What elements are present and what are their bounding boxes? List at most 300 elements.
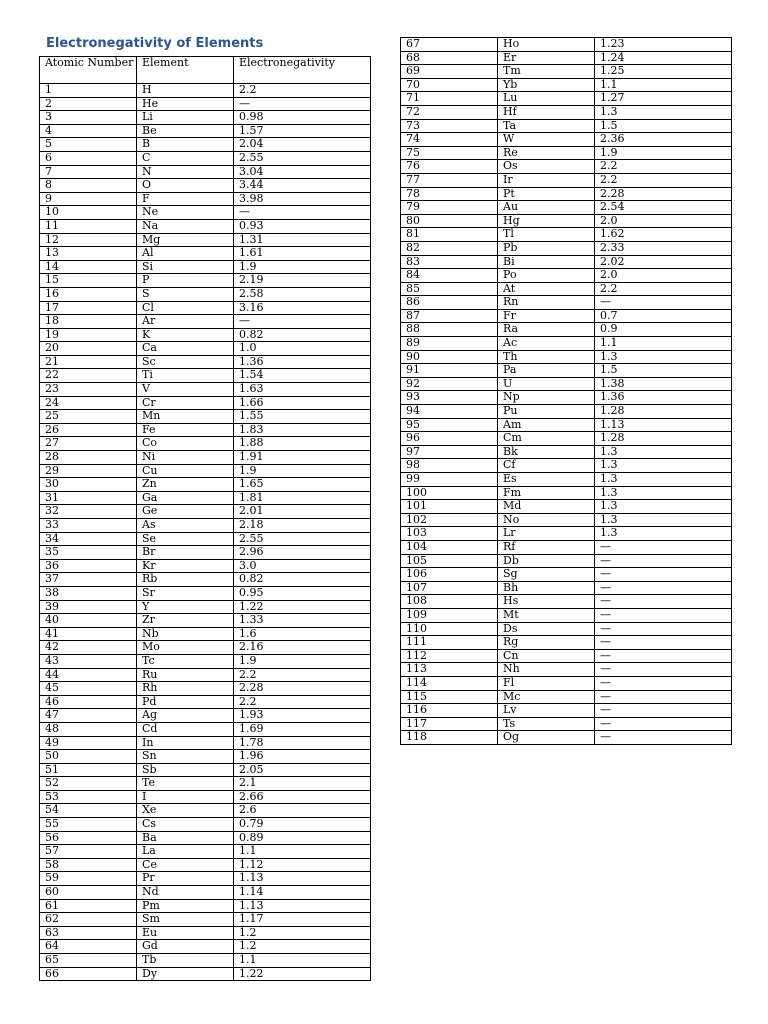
table-row	[40, 695, 371, 709]
cell-electronegativity: 1.3	[595, 105, 732, 119]
cell-element: Ag	[137, 709, 234, 723]
cell-electronegativity: 1.55	[234, 410, 371, 424]
table-row	[40, 423, 371, 437]
table-row	[40, 192, 371, 206]
cell-element: Md	[498, 500, 595, 514]
table-row	[40, 396, 371, 410]
cell-atomic-number: 29	[40, 464, 137, 478]
cell-element: Tb	[137, 954, 234, 968]
cell-element: Li	[137, 111, 234, 125]
cell-element: Ni	[137, 451, 234, 465]
table-row	[401, 391, 732, 405]
cell-atomic-number: 79	[401, 201, 498, 215]
cell-atomic-number: 118	[401, 731, 498, 745]
cell-electronegativity: 1.33	[234, 614, 371, 628]
cell-electronegativity: 1.9	[234, 654, 371, 668]
cell-atomic-number: 106	[401, 568, 498, 582]
cell-electronegativity: 1.38	[595, 377, 732, 391]
cell-element: Rf	[498, 540, 595, 554]
cell-electronegativity: 2.01	[234, 505, 371, 519]
cell-element: Np	[498, 391, 595, 405]
cell-electronegativity: —	[234, 97, 371, 111]
cell-element: Sr	[137, 586, 234, 600]
cell-element: V	[137, 383, 234, 397]
table-row	[40, 586, 371, 600]
cell-atomic-number: 7	[40, 165, 137, 179]
cell-element: Es	[498, 473, 595, 487]
table-row	[40, 165, 371, 179]
cell-element: Kr	[137, 559, 234, 573]
table-row	[401, 309, 732, 323]
cell-atomic-number: 68	[401, 51, 498, 65]
cell-atomic-number: 95	[401, 418, 498, 432]
cell-electronegativity: 3.98	[234, 192, 371, 206]
cell-electronegativity: 1.3	[595, 473, 732, 487]
table-row	[40, 573, 371, 587]
table-row	[40, 954, 371, 968]
cell-atomic-number: 77	[401, 173, 498, 187]
cell-electronegativity: 1.0	[234, 342, 371, 356]
cell-atomic-number: 17	[40, 301, 137, 315]
cell-atomic-number: 45	[40, 682, 137, 696]
cell-atomic-number: 27	[40, 437, 137, 451]
cell-atomic-number: 92	[401, 377, 498, 391]
cell-electronegativity: 1.31	[234, 233, 371, 247]
table-row	[401, 649, 732, 663]
cell-element: S	[137, 287, 234, 301]
table-row	[40, 831, 371, 845]
cell-electronegativity: 0.82	[234, 573, 371, 587]
cell-atomic-number: 47	[40, 709, 137, 723]
cell-atomic-number: 21	[40, 355, 137, 369]
table-row	[401, 228, 732, 242]
cell-atomic-number: 18	[40, 315, 137, 329]
cell-atomic-number: 31	[40, 491, 137, 505]
cell-electronegativity: —	[595, 649, 732, 663]
cell-electronegativity: 1.93	[234, 709, 371, 723]
cell-atomic-number: 94	[401, 405, 498, 419]
table-row	[40, 206, 371, 220]
cell-electronegativity: 1.3	[595, 500, 732, 514]
cell-element: Mc	[498, 690, 595, 704]
cell-element: Dy	[137, 967, 234, 981]
cell-atomic-number: 63	[40, 926, 137, 940]
table-row	[40, 233, 371, 247]
table-row	[40, 722, 371, 736]
cell-atomic-number: 46	[40, 695, 137, 709]
cell-element: Ba	[137, 831, 234, 845]
table-row	[40, 383, 371, 397]
table-row	[40, 491, 371, 505]
cell-electronegativity: 2.28	[595, 187, 732, 201]
table-row	[401, 676, 732, 690]
cell-element: Ho	[498, 38, 595, 52]
cell-element: Cd	[137, 722, 234, 736]
table-row	[40, 138, 371, 152]
cell-element: Db	[498, 554, 595, 568]
table-row	[40, 519, 371, 533]
cell-atomic-number: 112	[401, 649, 498, 663]
table-row	[401, 513, 732, 527]
cell-electronegativity: 2.36	[595, 133, 732, 147]
cell-element: No	[498, 513, 595, 527]
cell-atomic-number: 80	[401, 214, 498, 228]
table-row	[40, 179, 371, 193]
cell-element: Ac	[498, 337, 595, 351]
table-row	[40, 559, 371, 573]
cell-element: La	[137, 845, 234, 859]
cell-element: Au	[498, 201, 595, 215]
table-row	[401, 527, 732, 541]
table-row	[40, 505, 371, 519]
table-row	[40, 600, 371, 614]
cell-element: Bk	[498, 445, 595, 459]
cell-electronegativity: 2.05	[234, 763, 371, 777]
cell-electronegativity: 1.66	[234, 396, 371, 410]
table-row	[40, 750, 371, 764]
cell-atomic-number: 26	[40, 423, 137, 437]
cell-element: Bi	[498, 255, 595, 269]
table-row	[401, 418, 732, 432]
cell-element: U	[498, 377, 595, 391]
table-row	[401, 105, 732, 119]
table-row	[401, 663, 732, 677]
cell-electronegativity: 1.5	[595, 364, 732, 378]
cell-electronegativity: —	[595, 636, 732, 650]
cell-electronegativity: 1.28	[595, 405, 732, 419]
cell-electronegativity: 2.55	[234, 151, 371, 165]
table-row	[401, 608, 732, 622]
table-row	[401, 323, 732, 337]
header-row	[40, 57, 371, 84]
cell-atomic-number: 54	[40, 804, 137, 818]
cell-electronegativity: 1.3	[595, 513, 732, 527]
cell-electronegativity: 1.13	[234, 872, 371, 886]
cell-atomic-number: 71	[401, 92, 498, 106]
cell-atomic-number: 97	[401, 445, 498, 459]
table-row	[40, 247, 371, 261]
cell-element: Hs	[498, 595, 595, 609]
cell-atomic-number: 76	[401, 160, 498, 174]
cell-element: Fm	[498, 486, 595, 500]
cell-element: Pd	[137, 695, 234, 709]
cell-atomic-number: 87	[401, 309, 498, 323]
cell-electronegativity: 1.62	[595, 228, 732, 242]
cell-element: Am	[498, 418, 595, 432]
cell-electronegativity: 2.2	[234, 84, 371, 98]
table-row	[401, 296, 732, 310]
cell-electronegativity: 1.22	[234, 967, 371, 981]
table-row	[401, 146, 732, 160]
cell-electronegativity: 1.57	[234, 124, 371, 138]
cell-atomic-number: 73	[401, 119, 498, 133]
table-row	[40, 274, 371, 288]
cell-electronegativity: 1.36	[234, 355, 371, 369]
cell-electronegativity: 3.16	[234, 301, 371, 315]
table-row	[40, 315, 371, 329]
cell-atomic-number: 41	[40, 627, 137, 641]
cell-element: Th	[498, 350, 595, 364]
cell-electronegativity: 2.16	[234, 641, 371, 655]
cell-element: Bh	[498, 581, 595, 595]
table-row	[40, 790, 371, 804]
cell-atomic-number: 104	[401, 540, 498, 554]
cell-electronegativity: 2.02	[595, 255, 732, 269]
cell-atomic-number: 70	[401, 78, 498, 92]
cell-atomic-number: 44	[40, 668, 137, 682]
table-row	[401, 377, 732, 391]
cell-atomic-number: 59	[40, 872, 137, 886]
cell-atomic-number: 84	[401, 269, 498, 283]
cell-atomic-number: 66	[40, 967, 137, 981]
cell-atomic-number: 115	[401, 690, 498, 704]
page-title: Electronegativity of Elements	[46, 36, 264, 51]
cell-electronegativity: 1.9	[234, 464, 371, 478]
cell-atomic-number: 34	[40, 532, 137, 546]
cell-atomic-number: 32	[40, 505, 137, 519]
cell-element: Si	[137, 260, 234, 274]
cell-atomic-number: 86	[401, 296, 498, 310]
cell-element: Cr	[137, 396, 234, 410]
table-body-left	[40, 84, 371, 981]
table-row	[401, 636, 732, 650]
cell-atomic-number: 35	[40, 546, 137, 560]
table-row	[401, 581, 732, 595]
table-row	[40, 872, 371, 886]
cell-atomic-number: 39	[40, 600, 137, 614]
cell-atomic-number: 56	[40, 831, 137, 845]
cell-atomic-number: 60	[40, 886, 137, 900]
cell-electronegativity: —	[595, 704, 732, 718]
cell-atomic-number: 58	[40, 858, 137, 872]
cell-atomic-number: 90	[401, 350, 498, 364]
cell-element: Gd	[137, 940, 234, 954]
cell-atomic-number: 40	[40, 614, 137, 628]
table-row	[401, 432, 732, 446]
cell-atomic-number: 22	[40, 369, 137, 383]
cell-element: Co	[137, 437, 234, 451]
cell-atomic-number: 81	[401, 228, 498, 242]
cell-element: Fe	[137, 423, 234, 437]
cell-atomic-number: 9	[40, 192, 137, 206]
cell-electronegativity: 1.96	[234, 750, 371, 764]
table-row	[40, 940, 371, 954]
cell-atomic-number: 99	[401, 473, 498, 487]
cell-atomic-number: 15	[40, 274, 137, 288]
cell-element: Mt	[498, 608, 595, 622]
cell-electronegativity: 2.0	[595, 269, 732, 283]
table-row	[40, 709, 371, 723]
cell-element: Cn	[498, 649, 595, 663]
cell-atomic-number: 16	[40, 287, 137, 301]
cell-electronegativity: 1.1	[234, 954, 371, 968]
header-electronegativity: Electronegativity	[234, 57, 371, 84]
cell-element: Br	[137, 546, 234, 560]
cell-electronegativity: —	[595, 717, 732, 731]
cell-atomic-number: 24	[40, 396, 137, 410]
cell-electronegativity: 1.3	[595, 459, 732, 473]
table-row	[40, 654, 371, 668]
cell-atomic-number: 48	[40, 722, 137, 736]
table-row	[401, 731, 732, 745]
cell-atomic-number: 43	[40, 654, 137, 668]
cell-atomic-number: 89	[401, 337, 498, 351]
cell-electronegativity: —	[595, 690, 732, 704]
table-row	[40, 451, 371, 465]
cell-atomic-number: 101	[401, 500, 498, 514]
cell-atomic-number: 82	[401, 241, 498, 255]
table-row	[40, 641, 371, 655]
cell-atomic-number: 3	[40, 111, 137, 125]
cell-atomic-number: 88	[401, 323, 498, 337]
table-row	[401, 337, 732, 351]
cell-electronegativity: 1.69	[234, 722, 371, 736]
cell-atomic-number: 107	[401, 581, 498, 595]
cell-electronegativity: 1.17	[234, 913, 371, 927]
cell-element: Ce	[137, 858, 234, 872]
cell-element: Eu	[137, 926, 234, 940]
cell-atomic-number: 30	[40, 478, 137, 492]
cell-electronegativity: 1.3	[595, 445, 732, 459]
cell-electronegativity: 0.9	[595, 323, 732, 337]
table-row	[40, 777, 371, 791]
cell-atomic-number: 52	[40, 777, 137, 791]
table-row	[401, 119, 732, 133]
cell-element: O	[137, 179, 234, 193]
cell-electronegativity: —	[595, 663, 732, 677]
cell-atomic-number: 111	[401, 636, 498, 650]
cell-electronegativity: 1.3	[595, 350, 732, 364]
table-row	[401, 540, 732, 554]
cell-element: Os	[498, 160, 595, 174]
cell-element: Tm	[498, 65, 595, 79]
table-row	[40, 260, 371, 274]
cell-atomic-number: 42	[40, 641, 137, 655]
table-row	[401, 500, 732, 514]
cell-atomic-number: 2	[40, 97, 137, 111]
cell-element: Lu	[498, 92, 595, 106]
cell-element: Ar	[137, 315, 234, 329]
cell-element: Hg	[498, 214, 595, 228]
cell-electronegativity: 1.2	[234, 926, 371, 940]
cell-element: Ra	[498, 323, 595, 337]
cell-atomic-number: 55	[40, 818, 137, 832]
table-row	[401, 201, 732, 215]
cell-electronegativity: —	[595, 595, 732, 609]
cell-element: Ir	[498, 173, 595, 187]
table-row	[401, 241, 732, 255]
cell-atomic-number: 64	[40, 940, 137, 954]
cell-element: Nh	[498, 663, 595, 677]
cell-element: As	[137, 519, 234, 533]
cell-electronegativity: 1.65	[234, 478, 371, 492]
table-row	[40, 301, 371, 315]
cell-element: Na	[137, 219, 234, 233]
cell-atomic-number: 5	[40, 138, 137, 152]
table-row	[40, 355, 371, 369]
cell-electronegativity: —	[595, 622, 732, 636]
cell-atomic-number: 78	[401, 187, 498, 201]
cell-electronegativity: 2.2	[234, 695, 371, 709]
cell-element: Ds	[498, 622, 595, 636]
cell-atomic-number: 14	[40, 260, 137, 274]
cell-atomic-number: 28	[40, 451, 137, 465]
cell-electronegativity: 0.79	[234, 818, 371, 832]
cell-electronegativity: —	[595, 568, 732, 582]
table-row	[40, 342, 371, 356]
cell-atomic-number: 67	[401, 38, 498, 52]
cell-electronegativity: 1.5	[595, 119, 732, 133]
cell-electronegativity: 1.9	[595, 146, 732, 160]
cell-electronegativity: 2.55	[234, 532, 371, 546]
table-row	[401, 554, 732, 568]
cell-electronegativity: 1.81	[234, 491, 371, 505]
cell-atomic-number: 11	[40, 219, 137, 233]
cell-element: Mn	[137, 410, 234, 424]
table-row	[40, 219, 371, 233]
cell-electronegativity: 1.36	[595, 391, 732, 405]
table-row	[40, 858, 371, 872]
cell-element: Rn	[498, 296, 595, 310]
cell-element: Pu	[498, 405, 595, 419]
cell-atomic-number: 50	[40, 750, 137, 764]
cell-element: B	[137, 138, 234, 152]
cell-element: Og	[498, 731, 595, 745]
cell-electronegativity: 1.14	[234, 886, 371, 900]
cell-electronegativity: 1.23	[595, 38, 732, 52]
cell-electronegativity: —	[595, 296, 732, 310]
cell-element: Pm	[137, 899, 234, 913]
cell-element: Ru	[137, 668, 234, 682]
cell-element: Sb	[137, 763, 234, 777]
cell-electronegativity: 2.2	[595, 282, 732, 296]
cell-element: Zr	[137, 614, 234, 628]
cell-element: Rh	[137, 682, 234, 696]
cell-element: Hf	[498, 105, 595, 119]
cell-element: Xe	[137, 804, 234, 818]
cell-electronegativity: 1.9	[234, 260, 371, 274]
electronegativity-table-left	[39, 56, 371, 981]
cell-atomic-number: 105	[401, 554, 498, 568]
cell-atomic-number: 75	[401, 146, 498, 160]
cell-electronegativity: 1.12	[234, 858, 371, 872]
cell-element: Be	[137, 124, 234, 138]
cell-electronegativity: 1.83	[234, 423, 371, 437]
table-row	[40, 328, 371, 342]
cell-electronegativity: 1.22	[234, 600, 371, 614]
table-row	[401, 350, 732, 364]
table-row	[40, 464, 371, 478]
cell-element: Se	[137, 532, 234, 546]
cell-electronegativity: 2.2	[595, 173, 732, 187]
table-row	[401, 717, 732, 731]
table-row	[401, 173, 732, 187]
cell-atomic-number: 102	[401, 513, 498, 527]
table-row	[401, 282, 732, 296]
cell-electronegativity: 1.63	[234, 383, 371, 397]
cell-atomic-number: 69	[401, 65, 498, 79]
table-row	[40, 437, 371, 451]
cell-element: Zn	[137, 478, 234, 492]
table-body-right	[401, 38, 732, 745]
table-row	[40, 886, 371, 900]
electronegativity-table-right	[400, 37, 732, 745]
cell-atomic-number: 57	[40, 845, 137, 859]
cell-atomic-number: 36	[40, 559, 137, 573]
cell-electronegativity: 0.89	[234, 831, 371, 845]
cell-electronegativity: 2.54	[595, 201, 732, 215]
table-row	[40, 151, 371, 165]
